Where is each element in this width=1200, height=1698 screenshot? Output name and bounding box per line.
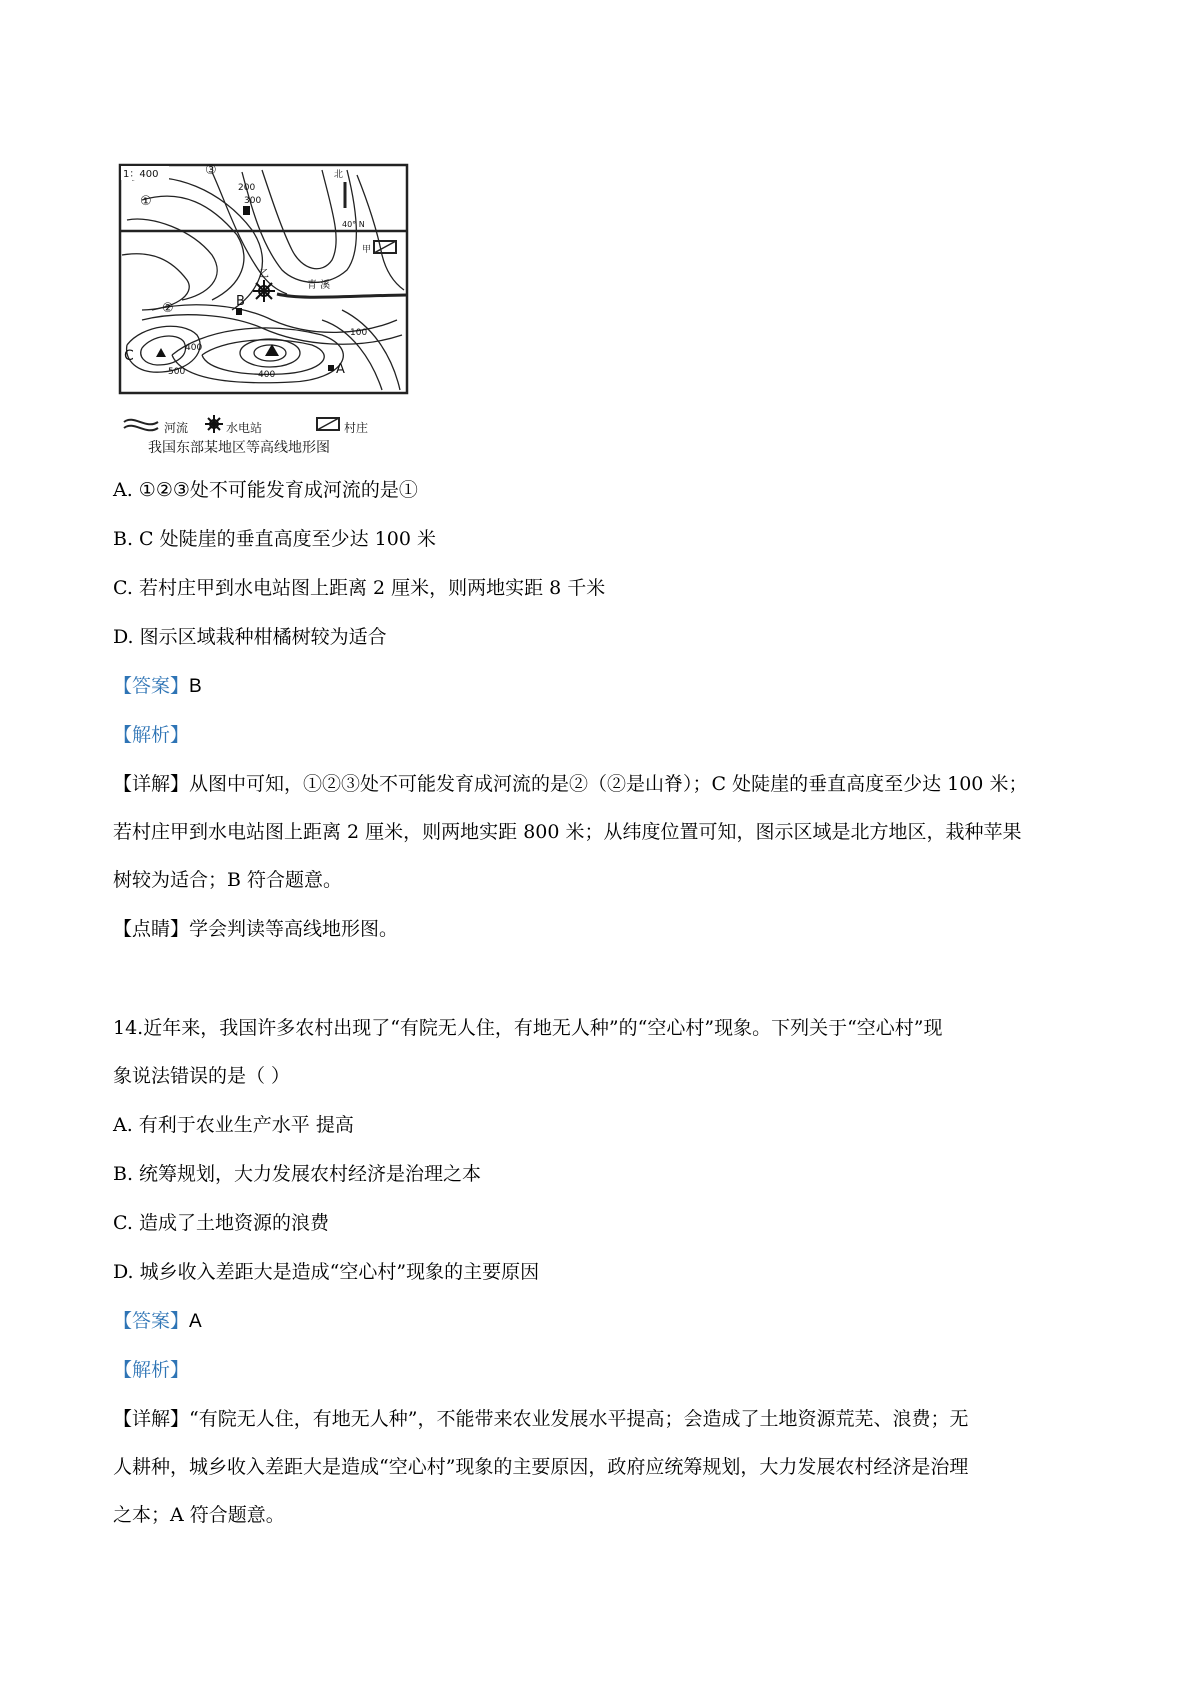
q14-stem-text-2: 象说法错误的是（ ） [113, 1065, 291, 1087]
river-line [277, 294, 407, 297]
river-legend-icon [124, 420, 158, 425]
contour-400-left-label: 400 [185, 343, 203, 353]
village-jia-label: 甲 [362, 245, 372, 255]
q13-option-a-text: A. ①②③处不可能发育成河流的是① [113, 479, 418, 501]
hydropower-legend-icon [205, 415, 223, 433]
q14-stem-line-1 [113, 1016, 943, 1040]
contour-map-figure [112, 160, 412, 460]
contour-100-label: 100 [350, 328, 368, 338]
q13-detail-text-1: 从图中可知，①②③处不可能发育成河流的是②（②是山脊）；C 处陡崖的垂直高度至少达 100 米； [189, 773, 1028, 795]
q13-detail-tag: 【详解】 [113, 773, 190, 795]
q14-option-d-text: D. 城乡收入差距大是造成“空心村”现象的主要原因 [113, 1261, 540, 1283]
q14-analysis-tag: 【解析】 [113, 1359, 190, 1381]
contour-500-label: 500 [168, 367, 186, 377]
q14-option-c [113, 1211, 329, 1235]
q13-detail-text-2: 若村庄甲到水电站图上距离 2 厘米，则两地实距 800 米；从纬度位置可知，图示区域是北方地区，栽种苹果 [113, 821, 1022, 843]
contour-line [122, 254, 189, 310]
q13-tip-tag: 【点睛】 [113, 918, 190, 940]
q14-stem-line-2 [113, 1064, 290, 1088]
q13-option-c [113, 576, 605, 600]
q14-answer-row [113, 1309, 202, 1334]
q14-option-c-text: C. 造成了土地资源的浪费 [113, 1212, 329, 1234]
q14-option-a-text: A. 有利于农业生产水平 提高 [113, 1114, 354, 1136]
contour-line [262, 170, 336, 269]
q13-tip-text: 学会判读等高线地形图。 [189, 918, 399, 940]
q14-detail-tag: 【详解】 [113, 1408, 190, 1430]
q13-option-a [113, 478, 418, 502]
legend-village-label: 村庄 [344, 421, 369, 435]
q14-analysis-row [113, 1358, 189, 1382]
q13-option-d [113, 625, 387, 649]
village-legend-hatch [317, 418, 339, 430]
q13-detail-text-3: 树较为适合；B 符合题意。 [113, 869, 343, 891]
q13-option-d-text: D. 图示区域栽种柑橘树较为适合 [113, 626, 387, 648]
point-b-label: B [236, 294, 245, 309]
latitude-label: 40° N [342, 220, 365, 229]
q13-option-c-text: C. 若村庄甲到水电站图上距离 2 厘米，则两地实距 8 千米 [113, 577, 606, 599]
q13-tip-row [113, 917, 398, 941]
contour-400-right-label: 400 [258, 370, 276, 380]
north-label: 北 [334, 170, 344, 180]
village-jia-hatch [374, 241, 396, 253]
contour-line [242, 170, 356, 282]
point-a-label: A [336, 362, 345, 377]
legend-river-label: 河流 [164, 421, 189, 435]
q13-detail-line-3 [113, 868, 342, 892]
point-b-marker [236, 308, 242, 315]
river-name-label: 青 溪 [307, 280, 331, 291]
point-a-marker [328, 365, 334, 371]
river-legend-icon-2 [124, 426, 158, 431]
q14-answer-tag: 【答案】 [113, 1310, 190, 1332]
hydropower-station-icon [253, 280, 275, 302]
q14-option-a [113, 1113, 354, 1137]
q14-detail-line-1 [113, 1407, 968, 1431]
q14-option-b-text: B. 统筹规划，大力发展农村经济是治理之本 [113, 1163, 482, 1185]
q14-detail-text-1: “有院无人住，有地无人种”，不能带来农业发展水平提高；会造成了土地资源荒芜、浪费；无 [189, 1408, 969, 1430]
q14-detail-line-3 [113, 1503, 285, 1527]
point-300-marker [243, 206, 250, 215]
q13-option-b-text: B. C 处陡崖的垂直高度至少达 100 米 [113, 528, 436, 550]
circle-2-label: ② [162, 301, 174, 316]
q13-option-b [113, 527, 436, 551]
q14-option-b [113, 1162, 481, 1186]
peak-c-icon [156, 348, 166, 357]
contour-300-label: 300 [244, 196, 262, 206]
contour-line [357, 175, 404, 290]
circle-1-label: ① [140, 194, 152, 209]
q13-answer-tag: 【答案】 [113, 675, 190, 697]
contour-map-svg [112, 160, 412, 460]
q14-detail-text-2: 人耕种，城乡收入差距大是造成“空心村”现象的主要原因，政府应统筹规划，大力发展农村经济是治理 [113, 1456, 969, 1478]
q14-answer-value: A [189, 1311, 202, 1332]
q13-detail-line-1 [113, 772, 1027, 796]
q13-answer-row [113, 674, 202, 699]
contour-200-label: 200 [238, 183, 256, 193]
q13-analysis-row [113, 723, 189, 747]
figure-caption: 我国东部某地区等高线地形图 [148, 440, 330, 456]
q13-detail-line-2 [113, 820, 1022, 844]
legend-station-label: 水电站 [226, 421, 263, 435]
q14-detail-line-2 [113, 1455, 968, 1479]
q13-analysis-tag: 【解析】 [113, 724, 190, 746]
q14-option-d [113, 1260, 539, 1284]
circle-3-label: ③ [205, 163, 217, 178]
map-scale-label: 1：400 [123, 169, 159, 180]
q14-detail-text-3: 之本；A 符合题意。 [113, 1504, 285, 1526]
site-yi-label: 乙 [259, 269, 269, 280]
q13-answer-value: B [189, 676, 202, 697]
point-c-label: C [124, 348, 134, 364]
q14-stem-text-1: 14.近年来，我国许多农村出现了“有院无人住，有地无人种”的“空心村”现象。下列关于“空心村”现 [113, 1017, 943, 1039]
